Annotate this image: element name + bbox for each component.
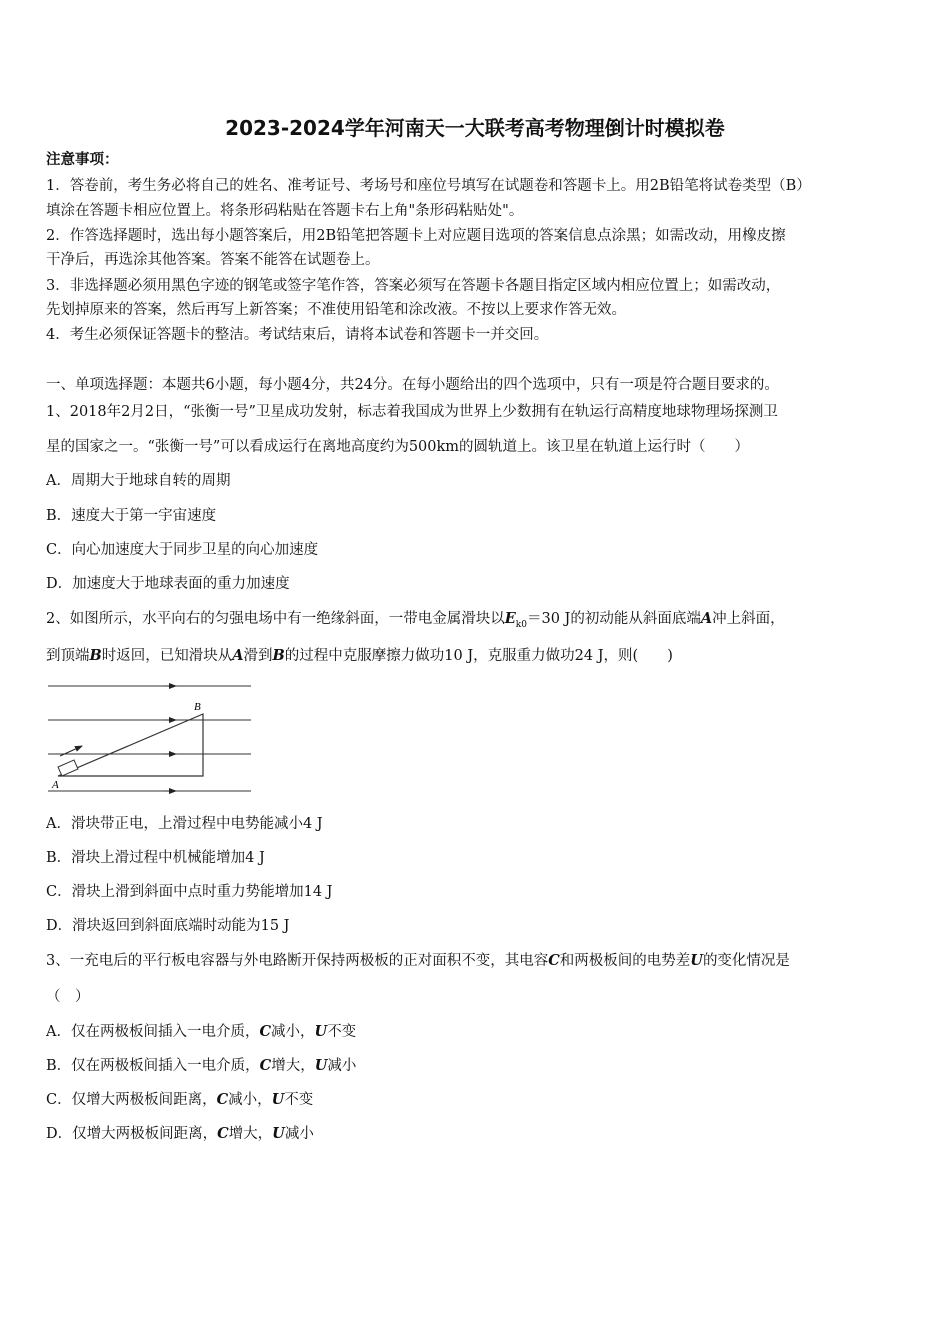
q2-text: 滑到 <box>243 648 273 664</box>
incline-triangle <box>58 714 203 776</box>
q3-option-c <box>46 1090 313 1110</box>
point-b: B <box>89 647 102 664</box>
q3-opt-text: C．仅增大两极板间距离， <box>46 1092 217 1108</box>
q2-text: 时返回，已知滑块从 <box>101 648 233 664</box>
q3-opt-text: D．仅增大两极板间距离， <box>46 1126 218 1142</box>
q3-opt-text: 减小， <box>271 1024 315 1040</box>
q3-opt-text: 减小 <box>327 1058 357 1074</box>
notice-line: 先划掉原来的答案，然后再写上新答案；不准使用铅笔和涂改液。不按以上要求作答无效。 <box>46 302 626 318</box>
notice-line: 1．答卷前，考生务必将自己的姓名、准考证号、考场号和座位号填写在试题卷和答题卡上。用2B铅笔将试卷类型（B） <box>46 178 811 194</box>
q3-option-b <box>46 1056 356 1076</box>
c-symbol: C <box>548 952 560 969</box>
notice-line: 干净后，再选涂其他答案。答案不能答在试题卷上。 <box>46 252 380 268</box>
q3-opt-text: A．仅在两极板间插入一电介质， <box>46 1024 260 1040</box>
q2-option-a: A．滑块带正电，上滑过程中电势能减小4 J <box>46 816 323 832</box>
q3-opt-text: 减小， <box>228 1092 272 1108</box>
q2-option-c: C．滑块上滑到斜面中点时重力势能增加14 J <box>46 884 333 900</box>
label-b: B <box>194 701 201 713</box>
ek-symbol: E <box>504 610 516 627</box>
u-symbol: U <box>271 1091 285 1108</box>
q2-text: 2、如图所示，水平向右的匀强电场中有一绝缘斜面，一带电金属滑块以 <box>46 611 505 627</box>
q3-option-d <box>46 1124 314 1144</box>
slider-block <box>58 760 78 776</box>
q3-opt-text: 增大， <box>271 1058 315 1074</box>
q3-opt-text: 不变 <box>327 1024 357 1040</box>
q2-option-b: B．滑块上滑过程中机械能增加4 J <box>46 850 265 866</box>
notice-line: 2．作答选择题时，选出每小题答案后，用2B铅笔把答题卡上对应题目选项的答案信息点涂黑；如需改动，用橡皮擦 <box>46 228 786 244</box>
q3-stem-line1 <box>46 951 790 971</box>
q1-stem-line2: 星的国家之一。“张衡一号”可以看成运行在离地高度约为500km的圆轨道上。该卫星在轨道上运行时（ ） <box>46 439 750 455</box>
q3-text: 3、一充电后的平行板电容器与外电路断开保持两极板的正对面积不变，其电容 <box>46 953 549 969</box>
q3-option-a <box>46 1022 356 1042</box>
q2-stem-line1 <box>46 609 785 635</box>
u-symbol: U <box>272 1125 285 1142</box>
u-symbol: U <box>690 952 703 969</box>
q3-opt-text: B．仅在两极板间插入一电介质， <box>46 1058 260 1074</box>
incline-field-figure <box>46 674 256 796</box>
c-symbol: C <box>259 1057 272 1074</box>
q1-option-a: A．周期大于地球自转的周期 <box>46 473 231 489</box>
q3-opt-text: 减小 <box>284 1126 314 1142</box>
label-a: A <box>52 779 59 791</box>
section-header: 一、单项选择题：本题共6小题，每小题4分，共24分。在每小题给出的四个选项中，只有一项是符合题目要求的。 <box>46 377 779 393</box>
q2-option-d: D．滑块返回到斜面底端时动能为15 J <box>46 918 290 934</box>
q2-text: 冲上斜面， <box>712 611 785 627</box>
notice-line: 填涂在答题卡相应位置上。将条形码粘贴在答题卡右上角"条形码粘贴处"。 <box>46 203 524 219</box>
q3-opt-text: 增大， <box>228 1126 273 1142</box>
point-a: A <box>700 610 713 627</box>
exam-title: 2023-2024学年河南天一大联考高考物理倒计时模拟卷 <box>225 116 725 140</box>
q2-text: ＝30 J的初动能从斜面底端 <box>526 611 701 627</box>
notice-line: 4．考生必须保证答题卡的整洁。考试结束后，请将本试卷和答题卡一并交回。 <box>46 327 549 343</box>
q3-stem-line2: （ ） <box>46 989 90 1005</box>
q2-text: 到顶端 <box>46 648 90 664</box>
q2-text: 的过程中克服摩擦力做功10 J，克服重力做功24 J，则( ) <box>284 648 673 664</box>
point-b: B <box>272 647 285 664</box>
q3-opt-text: 不变 <box>284 1092 314 1108</box>
q1-option-d: D．加速度大于地球表面的重力加速度 <box>46 576 290 592</box>
c-symbol: C <box>217 1125 229 1142</box>
u-symbol: U <box>314 1057 328 1074</box>
notice-heading: 注意事项： <box>46 151 119 168</box>
c-symbol: C <box>216 1091 229 1108</box>
q1-stem-line1: 1、2018年2月2日，“张衡一号”卫星成功发射，标志着我国成为世界上少数拥有在轨运行高精度地球物理场探测卫 <box>46 404 778 420</box>
u-symbol: U <box>314 1023 328 1040</box>
q2-stem-line2 <box>46 646 673 666</box>
c-symbol: C <box>259 1023 272 1040</box>
q3-text: 的变化情况是 <box>702 953 790 969</box>
notice-line: 3．非选择题必须用黑色字迹的钢笔或签字笔作答，答案必须写在答题卡各题目指定区域内相应位置上；如需改动， <box>46 278 781 294</box>
q3-text: 和两极板间的电势差 <box>559 953 691 969</box>
point-a: A <box>232 647 244 664</box>
ek-subscript: k0 <box>515 619 527 630</box>
q1-option-c: C．向心加速度大于同步卫星的向心加速度 <box>46 542 319 558</box>
q1-option-b: B．速度大于第一宇宙速度 <box>46 508 217 524</box>
